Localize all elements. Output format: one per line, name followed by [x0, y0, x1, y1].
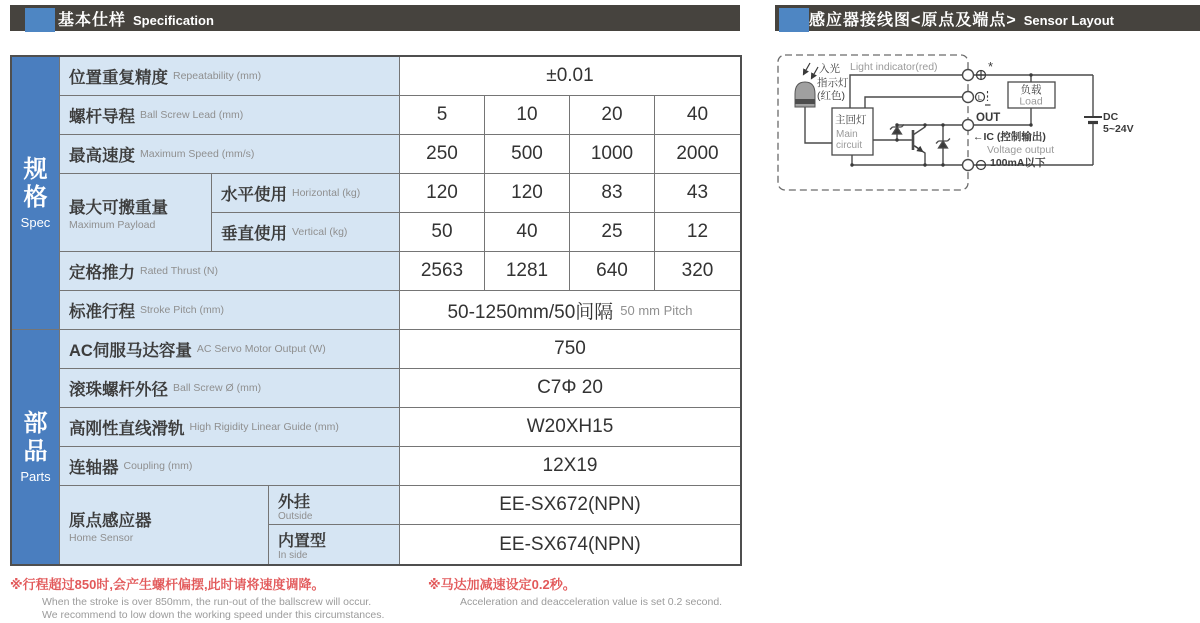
specification-table	[10, 55, 742, 566]
value-lead-1: 5	[400, 96, 485, 135]
indicator-label: 指示灯	[817, 77, 849, 89]
blue-accent-square	[779, 8, 809, 32]
row-label-sensor-outside: 外挂 Outside	[269, 486, 400, 525]
row-label-payload: 最大可搬重量 Maximum Payload	[60, 174, 212, 252]
row-label-guide: 高刚性直线滑轨 High Rigidity Linear Guide (mm)	[60, 408, 400, 447]
value-sensor-inside: EE-SX674(NPN)	[400, 525, 740, 564]
sidebar-parts	[12, 330, 60, 564]
row-label-screw-dia: 滚珠螺杆外径 Ball Screw Ø (mm)	[60, 369, 400, 408]
blue-accent-square	[25, 8, 55, 32]
incident-light-label: 入光	[819, 63, 840, 75]
sensor-wiring-diagram	[775, 45, 1200, 205]
battery-icon	[1084, 117, 1102, 123]
value-guide: W20XH15	[400, 408, 740, 447]
led-indicator-icon	[795, 63, 818, 107]
ic-control-output-label: ←IC (控制输出)	[973, 131, 1046, 143]
asterisk-label: *	[988, 59, 994, 74]
load-box	[1008, 82, 1055, 108]
dc-label: DC	[1103, 111, 1119, 123]
current-limit-label: 100mA以下	[990, 157, 1046, 169]
row-label-thrust: 定格推力 Rated Thrust (N)	[60, 252, 400, 291]
sidebar-parts-char: 部	[23, 410, 48, 437]
spec-header-en: Specification	[133, 12, 214, 28]
spec-header-zh: 基本仕样	[58, 11, 127, 29]
svg-text:主回灯: 主回灯	[835, 114, 867, 126]
sidebar-spec-en: Spec	[20, 215, 51, 230]
row-label-sensor-inside: 内置型 In side	[269, 525, 400, 564]
svg-text:L: L	[977, 93, 983, 103]
row-label-repeatability: 位置重复精度 Repeatability (mm)	[60, 57, 400, 96]
sensor-header-zh: 感应器接线图<原点及端点>	[809, 11, 1017, 29]
value-lead-2: 10	[485, 96, 570, 135]
svg-text:Load: Load	[1019, 95, 1043, 108]
svg-text:circuit: circuit	[836, 140, 863, 151]
value-sensor-outside: EE-SX672(NPN)	[400, 486, 740, 525]
main-circuit-box	[832, 108, 873, 155]
value-vertical-3: 25	[570, 213, 655, 252]
terminal-minus	[963, 160, 974, 171]
row-label-lead: 螺杆导程 Ball Screw Lead (mm)	[60, 96, 400, 135]
value-speed-1: 250	[400, 135, 485, 174]
value-speed-2: 500	[485, 135, 570, 174]
value-coupling: 12X19	[400, 447, 740, 486]
value-horizontal-4: 43	[655, 174, 740, 213]
value-screw-dia: C7Φ 20	[400, 369, 740, 408]
terminal-plus	[963, 70, 974, 81]
sidebar-parts-en: Parts	[20, 469, 51, 484]
value-horizontal-2: 120	[485, 174, 570, 213]
value-lead-3: 20	[570, 96, 655, 135]
value-motor: 750	[400, 330, 740, 369]
value-thrust-3: 640	[570, 252, 655, 291]
row-label-home-sensor: 原点感应器 Home Sensor	[60, 486, 269, 564]
row-label-payload-vertical: 垂直使用 Vertical (kg)	[212, 213, 400, 252]
value-thrust-1: 2563	[400, 252, 485, 291]
zener-diode-icon	[890, 125, 950, 149]
value-thrust-4: 320	[655, 252, 740, 291]
sidebar-parts-char: 品	[23, 438, 48, 465]
minus-symbol-icon	[977, 161, 986, 170]
footnote-acceleration: ※马达加减速设定0.2秒。 Acceleration and deacceleration value is set 0.2 second.	[428, 577, 723, 608]
dc-range-label: 5~24V	[1103, 123, 1134, 135]
value-repeatability: ±0.01	[400, 57, 740, 96]
sensor-header-en: Sensor Layout	[1023, 12, 1114, 28]
l-terminal-symbol-icon	[976, 91, 991, 105]
plus-symbol-icon	[977, 71, 986, 80]
footnote-stroke-warning: ※行程超过850时,会产生螺杆偏摆,此时请将速度调降。 When the stroke is over 850mm, the run-out of the ballscrew will occur. We recommend to low down the working speed under this circumstances.	[10, 577, 385, 621]
row-label-stroke: 标准行程 Stroke Pitch (mm)	[60, 291, 400, 330]
value-thrust-2: 1281	[485, 252, 570, 291]
value-vertical-4: 12	[655, 213, 740, 252]
row-label-coupling: 连轴器 Coupling (mm)	[60, 447, 400, 486]
value-stroke: 50-1250mm/50间隔 50 mm Pitch	[400, 291, 740, 330]
value-speed-4: 2000	[655, 135, 740, 174]
svg-text:Main: Main	[836, 129, 858, 140]
row-label-payload-horizontal: 水平使用 Horizontal (kg)	[212, 174, 400, 213]
value-horizontal-3: 83	[570, 174, 655, 213]
sidebar-spec-char: 格	[23, 184, 48, 211]
value-vertical-1: 50	[400, 213, 485, 252]
terminal-l	[963, 92, 974, 103]
sensor-layout-section-header	[775, 5, 1200, 31]
red-color-label: (红色)	[817, 90, 845, 102]
value-horizontal-1: 120	[400, 174, 485, 213]
sidebar-spec-char: 规	[23, 156, 48, 183]
terminal-out	[963, 120, 974, 131]
svg-text:负载: 负载	[1020, 84, 1042, 96]
incident-light-arrow	[804, 63, 811, 75]
value-vertical-2: 40	[485, 213, 570, 252]
row-label-speed: 最高速度 Maximum Speed (mm/s)	[60, 135, 400, 174]
value-speed-3: 1000	[570, 135, 655, 174]
out-label: OUT	[976, 112, 1001, 124]
voltage-output-label: Voltage output	[987, 144, 1055, 156]
row-label-motor: AC伺服马达容量 AC Servo Motor Output (W)	[60, 330, 400, 369]
sidebar-spec	[12, 57, 60, 330]
value-lead-4: 40	[655, 96, 740, 135]
light-indicator-en-label: Light indicator(red)	[850, 61, 938, 73]
spec-section-header	[10, 5, 740, 31]
